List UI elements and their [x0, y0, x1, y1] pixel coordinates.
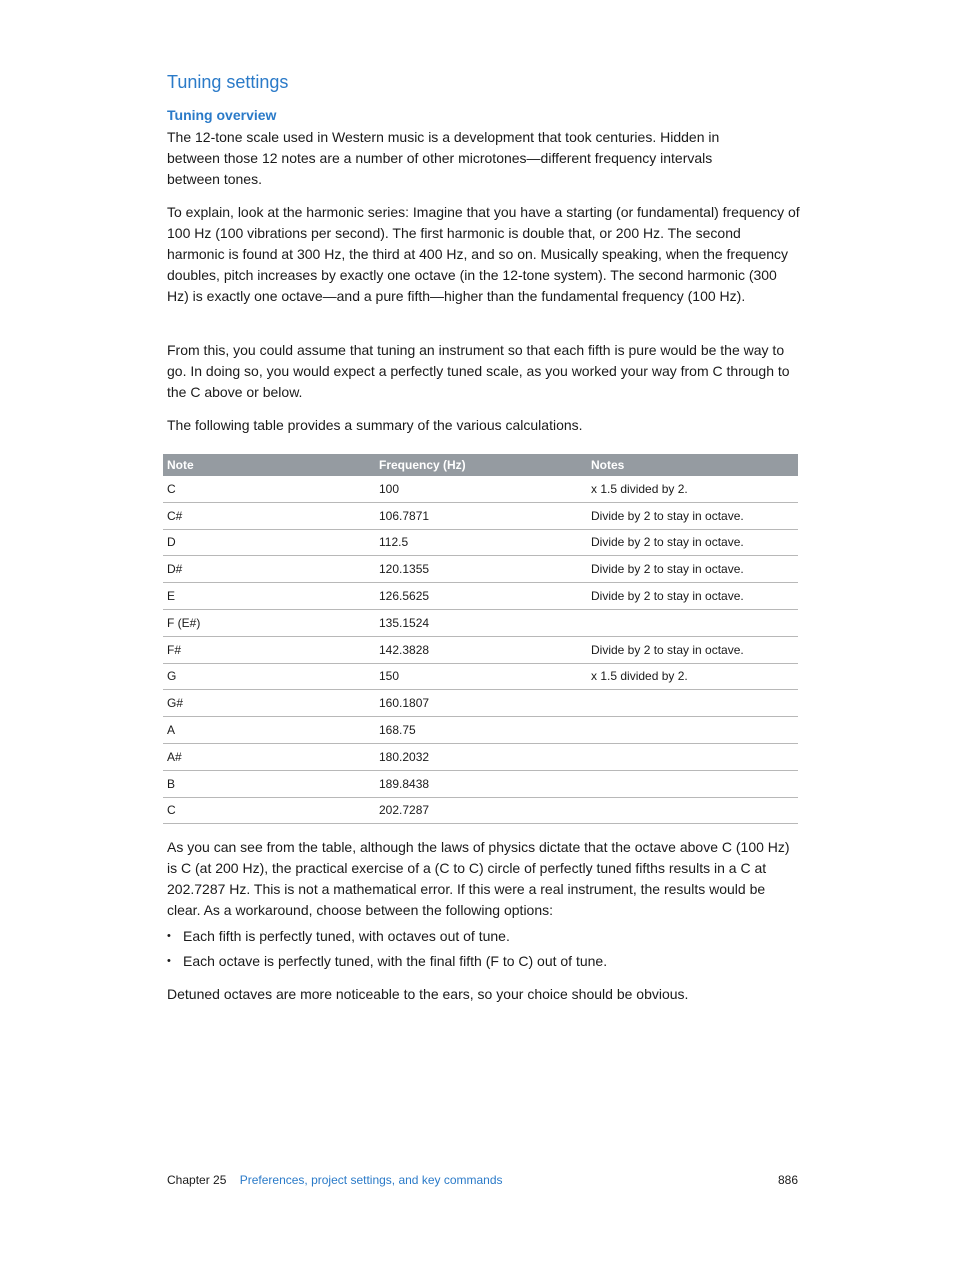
- footer-chapter: Chapter 25: [167, 1173, 227, 1187]
- paragraph-intro: The 12-tone scale used in Western music is a development that took centuries. Hidden in between those 12 notes are a number of other microtones—different frequency intervals between tones.: [167, 129, 720, 187]
- cell-notes: [587, 770, 798, 797]
- cell-notes: [587, 797, 798, 824]
- table-row: [163, 690, 798, 717]
- page-number: 886: [777, 1173, 798, 1187]
- cell-notes: x 1.5 divided by 2.: [587, 663, 798, 690]
- header-frequency: Frequency (Hz): [375, 454, 587, 476]
- table-row: [163, 529, 798, 556]
- cell-frequency: 150: [375, 663, 587, 690]
- list-item: • Each octave is perfectly tuned, with the final fifth (F to C) out of tune.: [167, 951, 607, 976]
- cell-frequency: 142.3828: [375, 636, 587, 663]
- cell-notes: [587, 609, 798, 636]
- cell-frequency: 126.5625: [375, 583, 587, 610]
- cell-frequency: 135.1524: [375, 609, 587, 636]
- table-row: [163, 743, 798, 770]
- cell-frequency: 202.7287: [375, 797, 587, 824]
- subsection-title: Tuning overview: [167, 107, 277, 123]
- table-row: [163, 717, 798, 744]
- footer-chapter-link[interactable]: Preferences, project settings, and key commands: [239, 1173, 503, 1187]
- cell-notes: [587, 690, 798, 717]
- cell-note: G: [163, 663, 375, 690]
- cell-frequency: 168.75: [375, 717, 587, 744]
- cell-note: G#: [163, 690, 375, 717]
- cell-note: D: [163, 529, 375, 556]
- cell-notes: [587, 717, 798, 744]
- cell-note: F#: [163, 636, 375, 663]
- paragraph-fifths: From this, you could assume that tuning an instrument so that each fifth is pure would be the way to go. In doing so, you would expect a perfectly tuned scale, as you worked your way from C through to the C above or below.: [167, 342, 790, 400]
- table-row: [163, 770, 798, 797]
- paragraph-after-table: As you can see from the table, although the laws of physics dictate that the octave above C (100 Hz) is C (at 200 Hz), the practical exercise of a (C to C) circle of perfectly tuned fifths results in a C at 202.7287 Hz. This is not a mathematical error. If this were a real instrument, the results would be clear. As a workaround, choose between the following options:: [167, 839, 790, 918]
- table-header-row: [163, 454, 798, 476]
- section-title: Tuning settings: [167, 72, 289, 92]
- cell-frequency: 120.1355: [375, 556, 587, 583]
- cell-notes: Divide by 2 to stay in octave.: [587, 529, 798, 556]
- cell-note: A: [163, 717, 375, 744]
- table-row: [163, 609, 798, 636]
- cell-notes: Divide by 2 to stay in octave.: [587, 636, 798, 663]
- cell-note: C: [163, 797, 375, 824]
- tuning-table: [163, 454, 798, 824]
- cell-frequency: 106.7871: [375, 502, 587, 529]
- list-item: • Each fifth is perfectly tuned, with octaves out of tune.: [167, 926, 607, 951]
- options-list: [167, 926, 607, 976]
- table-row: [163, 583, 798, 610]
- cell-notes: x 1.5 divided by 2.: [587, 476, 798, 502]
- paragraph-harmonics: To explain, look at the harmonic series: Imagine that you have a starting (or fundamental) frequency of 100 Hz (100 vibrations per second). The first harmonic is double that, or 200 Hz. The second harmonic is found at 300 Hz, the third at 400 Hz, and so on. Musically speaking, when the frequency doubles, pitch increases by exactly one octave (in the 12-tone system). The second harmonic (300 Hz) is exactly one octave—and a pure fifth—higher than the fundamental frequency (100 Hz).: [167, 204, 800, 304]
- cell-frequency: 189.8438: [375, 770, 587, 797]
- cell-frequency: 180.2032: [375, 743, 587, 770]
- cell-note: E: [163, 583, 375, 610]
- table-row: [163, 797, 798, 824]
- table-row: [163, 476, 798, 502]
- table-row: [163, 663, 798, 690]
- paragraph-table-intro: The following table provides a summary of the various calculations.: [167, 417, 583, 433]
- cell-frequency: 100: [375, 476, 587, 502]
- cell-notes: Divide by 2 to stay in octave.: [587, 583, 798, 610]
- cell-note: D#: [163, 556, 375, 583]
- cell-frequency: 160.1807: [375, 690, 587, 717]
- cell-frequency: 112.5: [375, 529, 587, 556]
- header-note: Note: [163, 454, 375, 476]
- table-row: [163, 502, 798, 529]
- cell-notes: Divide by 2 to stay in octave.: [587, 556, 798, 583]
- table-row: [163, 556, 798, 583]
- cell-note: B: [163, 770, 375, 797]
- cell-notes: [587, 743, 798, 770]
- header-notes: Notes: [587, 454, 798, 476]
- cell-note: A#: [163, 743, 375, 770]
- paragraph-closing: Detuned octaves are more noticeable to the ears, so your choice should be obvious.: [167, 986, 689, 1002]
- table-row: [163, 636, 798, 663]
- cell-notes: Divide by 2 to stay in octave.: [587, 502, 798, 529]
- cell-note: F (E#): [163, 609, 375, 636]
- page-footer: [167, 1173, 798, 1187]
- cell-note: C: [163, 476, 375, 502]
- cell-note: C#: [163, 502, 375, 529]
